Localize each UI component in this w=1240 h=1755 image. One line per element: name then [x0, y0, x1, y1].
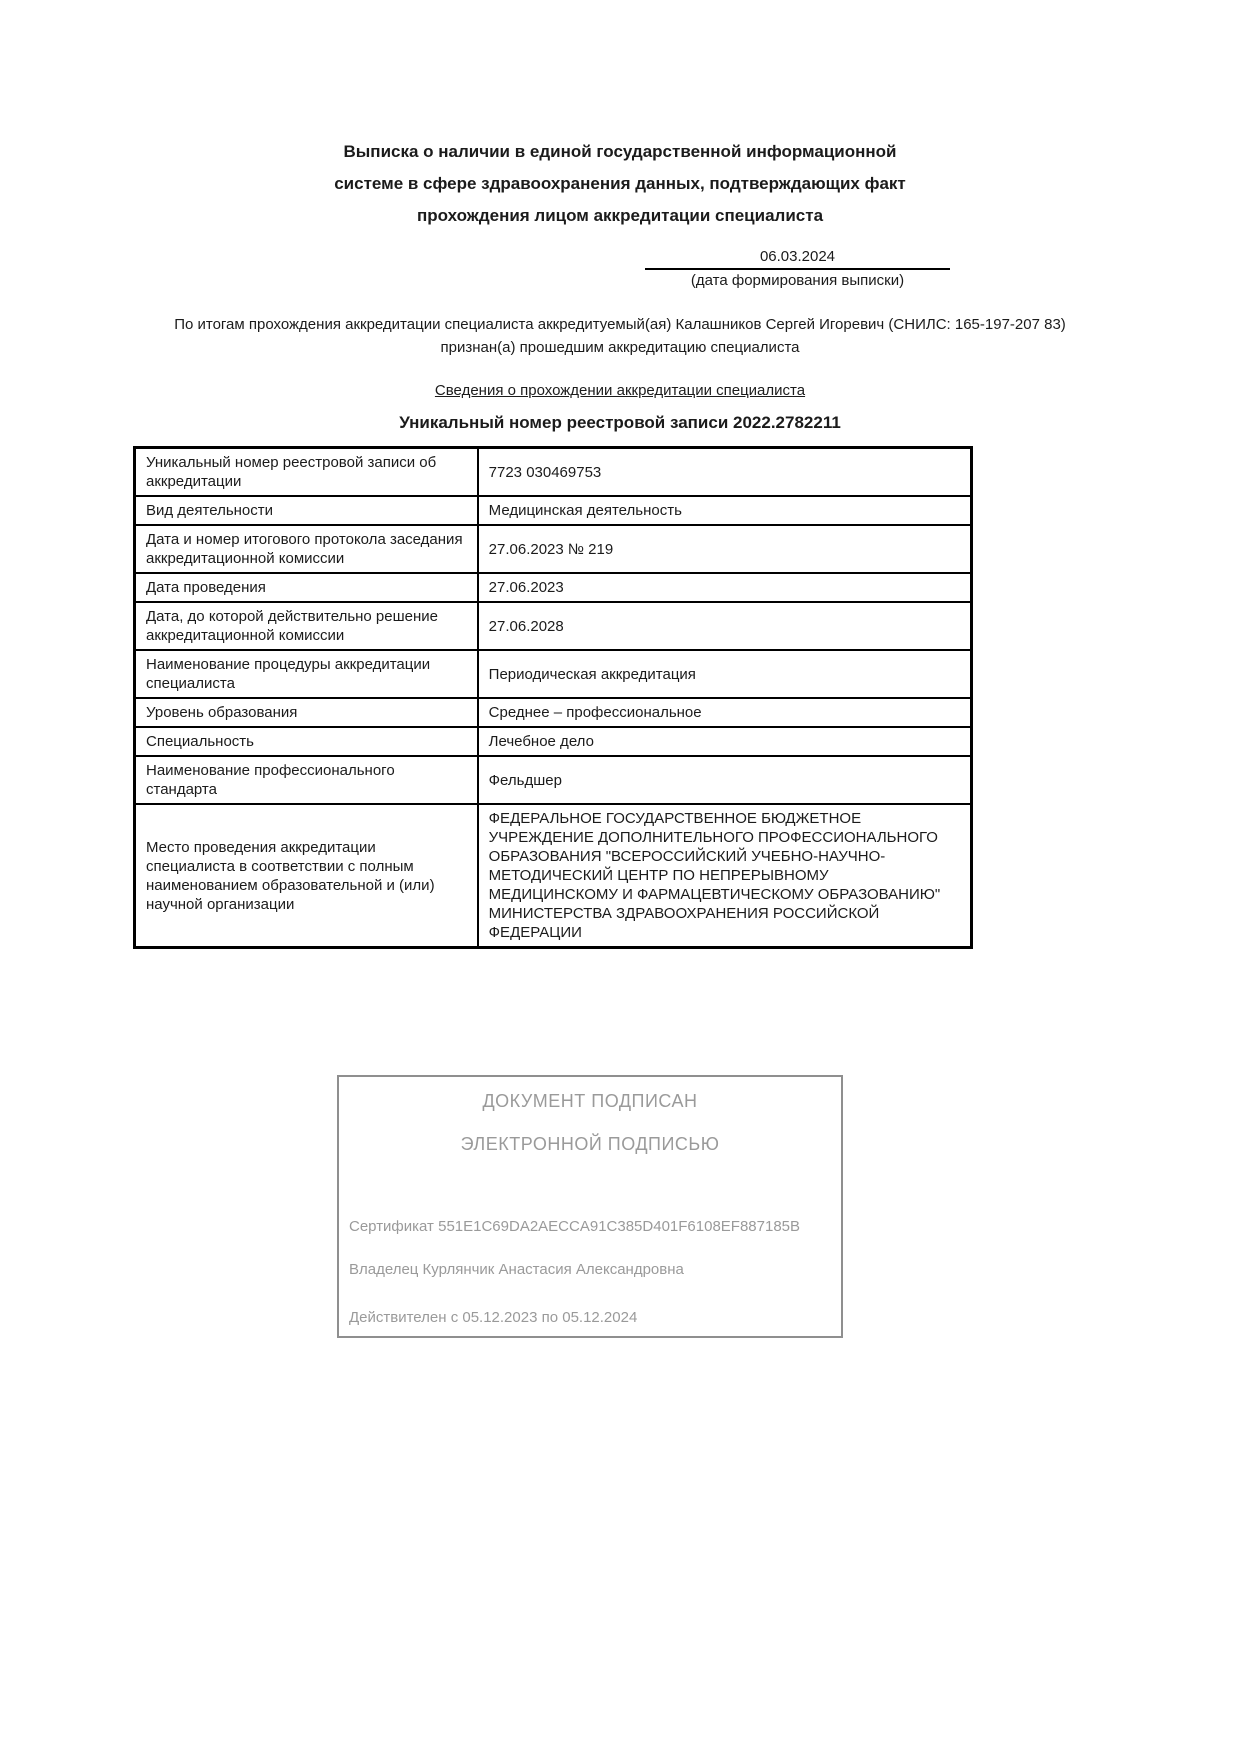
row-value: Лечебное дело	[478, 727, 972, 756]
row-value: Медицинская деятельность	[478, 496, 972, 525]
table-row	[135, 727, 972, 756]
row-value: ФЕДЕРАЛЬНОЕ ГОСУДАРСТВЕННОЕ БЮДЖЕТНОЕ УЧРЕЖДЕНИЕ ДОПОЛНИТЕЛЬНОГО ПРОФЕССИОНАЛЬНОГО ОБРАЗОВАНИЯ "ВСЕРОССИЙСКИЙ УЧЕБНО-НАУЧНО-МЕТОДИЧЕСКИЙ ЦЕНТР ПО НЕПРЕРЫВНОМУ МЕДИЦИНСКОМУ И ФАРМАЦЕВТИЧЕСКОМУ ОБРАЗОВАНИЮ" МИНИСТЕРСТВА ЗДРАВООХРАНЕНИЯ РОССИЙСКОЙ ФЕДЕРАЦИИ	[478, 804, 972, 948]
table-row	[135, 573, 972, 602]
row-label: Дата и номер итогового протокола заседания аккредитационной комиссии	[135, 525, 478, 573]
row-label: Дата проведения	[135, 573, 478, 602]
row-value: Среднее – профессиональное	[478, 698, 972, 727]
validity-line: Действителен с 05.12.2023 по 05.12.2024	[349, 1309, 638, 1326]
table-row	[135, 650, 972, 698]
table-row	[135, 602, 972, 650]
table-row	[135, 698, 972, 727]
formation-date: 06.03.2024	[645, 248, 950, 270]
intro-line: признан(а) прошедшим аккредитацию специалиста	[440, 339, 800, 356]
row-label: Место проведения аккредитации специалиста в соответствии с полным наименованием образовательной и (или) научной организации	[135, 804, 478, 948]
row-label: Уникальный номер реестровой записи об аккредитации	[135, 448, 478, 497]
table-row	[135, 756, 972, 804]
registry-number-heading: Уникальный номер реестровой записи 2022.2782211	[399, 413, 841, 432]
row-label: Специальность	[135, 727, 478, 756]
certificate-line: Сертификат 551E1C69DA2AECCA91C385D401F6108EF887185B	[349, 1218, 801, 1235]
row-value: Фельдшер	[478, 756, 972, 804]
row-value: 27.06.2028	[478, 602, 972, 650]
row-label: Наименование профессионального стандарта	[135, 756, 478, 804]
signature-box	[337, 1075, 843, 1338]
signature-heading-line2: ЭЛЕКТРОННОЙ ПОДПИСЬЮ	[460, 1134, 720, 1154]
document-title-line: Выписка о наличии в единой государственной информационной	[343, 142, 897, 161]
row-label: Наименование процедуры аккредитации специалиста	[135, 650, 478, 698]
formation-date-block	[645, 248, 950, 290]
table-row	[135, 448, 972, 497]
row-value: 7723 030469753	[478, 448, 972, 497]
accreditation-table-body	[135, 448, 972, 948]
row-value: 27.06.2023 № 219	[478, 525, 972, 573]
accreditation-table	[133, 446, 973, 949]
row-value: 27.06.2023	[478, 573, 972, 602]
row-label: Дата, до которой действительно решение аккредитационной комиссии	[135, 602, 478, 650]
row-label: Вид деятельности	[135, 496, 478, 525]
section-heading: Сведения о прохождении аккредитации специалиста	[434, 382, 806, 399]
document-title-line: системе в сфере здравоохранения данных, подтверждающих факт	[334, 174, 906, 193]
formation-date-caption: (дата формирования выписки)	[690, 272, 905, 289]
intro-paragraph	[0, 313, 1240, 359]
owner-line: Владелец Курлянчик Анастасия Александровна	[349, 1261, 684, 1278]
table-row	[135, 525, 972, 573]
row-value: Периодическая аккредитация	[478, 650, 972, 698]
intro-line: По итогам прохождения аккредитации специалиста аккредитуемый(ая) Калашников Сергей Игоревич (СНИЛС: 165-197-207 83)	[174, 316, 1066, 333]
document-title-line: прохождения лицом аккредитации специалиста	[416, 206, 824, 225]
signature-heading-line1: ДОКУМЕНТ ПОДПИСАН	[482, 1091, 698, 1111]
row-label: Уровень образования	[135, 698, 478, 727]
table-row	[135, 804, 972, 948]
document-title	[0, 0, 1240, 232]
table-row	[135, 496, 972, 525]
